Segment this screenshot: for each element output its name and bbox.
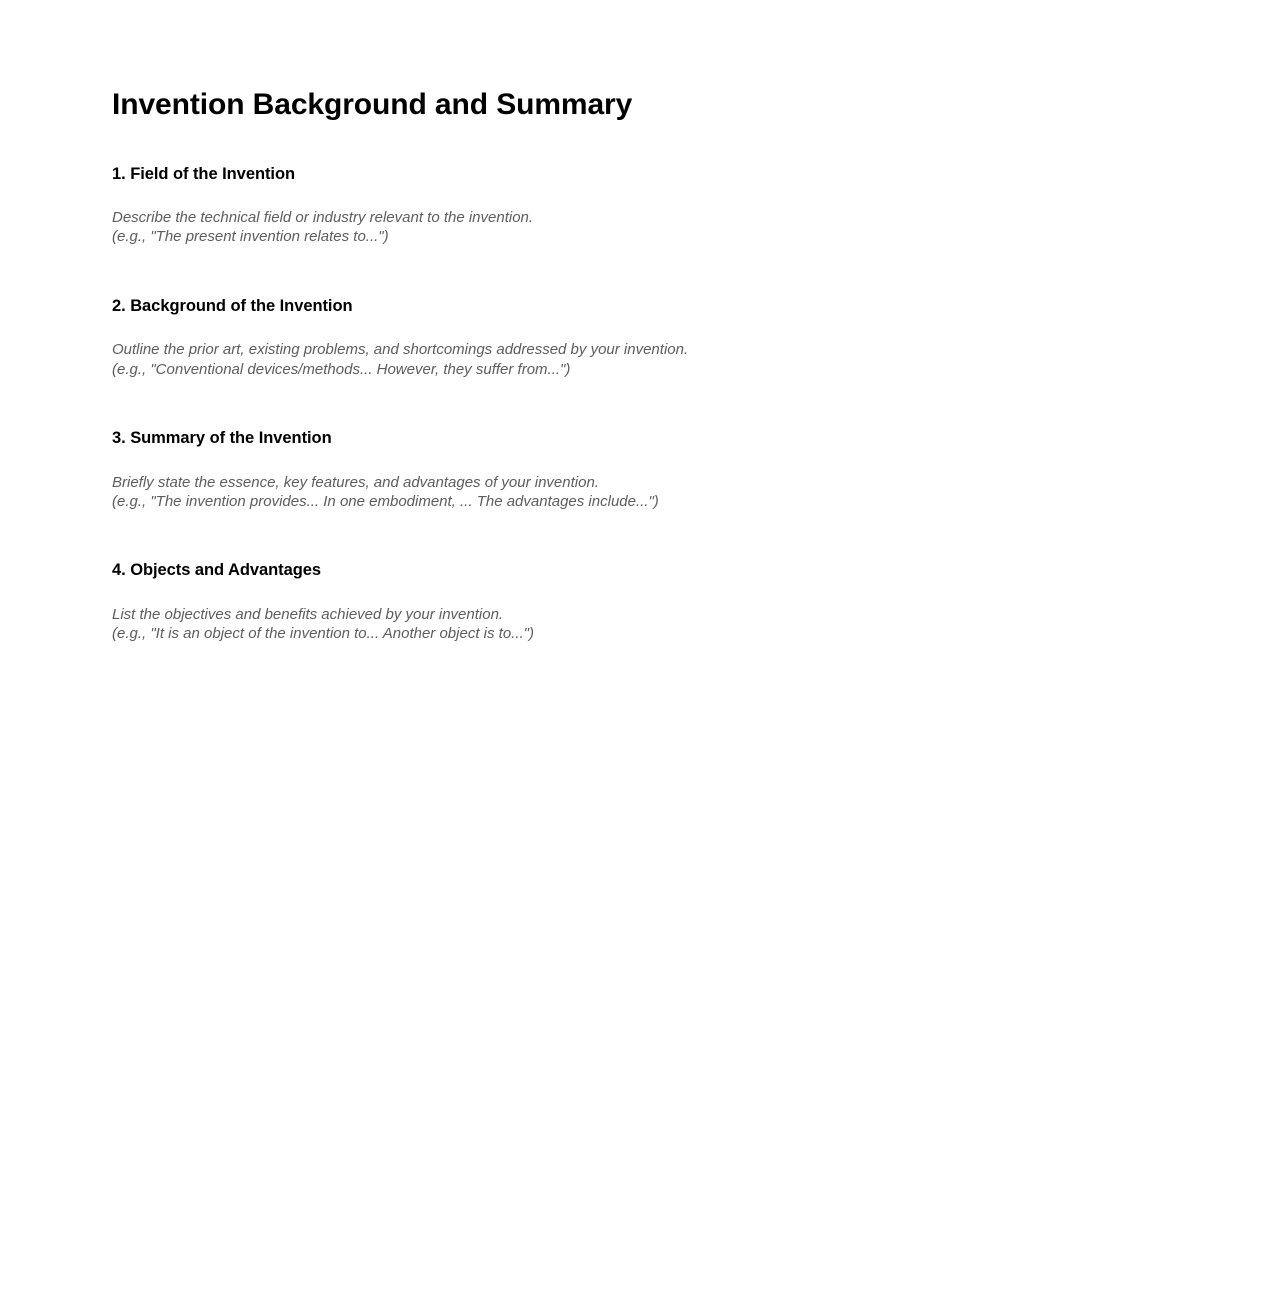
section-body-4 [112,605,1172,643]
section-body-3 [112,473,1172,511]
section-description-2: Outline the prior art, existing problems, and shortcomings addressed by your invention. [112,341,689,359]
section-objects-and-advantages [112,561,1172,643]
section-background-of-invention [112,297,1172,379]
section-heading-3: 3. Summary of the Invention [112,428,332,447]
section-example-3: (e.g., "The invention provides... In one embodiment, ... The advantages include...") [112,492,659,510]
section-body-2 [112,340,1172,378]
section-summary-of-invention [112,429,1172,511]
document-body [112,88,1172,643]
section-example-4: (e.g., "It is an object of the invention to... Another object is to...") [112,625,534,642]
section-description-3: Briefly state the essence, key features, and advantages of your invention. [112,473,599,491]
section-heading-2: 2. Background of the Invention [112,296,353,315]
section-example-1: (e.g., "The present invention relates to...") [112,228,389,246]
section-heading-4: 4. Objects and Advantages [112,561,322,580]
section-heading-1: 1. Field of the Invention [112,164,296,183]
section-example-2: (e.g., "Conventional devices/methods... However, they suffer from...") [112,360,571,378]
section-description-1: Describe the technical field or industry relevant to the invention. [112,209,534,227]
section-body-1 [112,208,1172,246]
section-field-of-invention [112,165,1172,247]
page-title: Invention Background and Summary [112,88,633,121]
section-description-4: List the objectives and benefits achieved by your invention. [112,605,504,623]
